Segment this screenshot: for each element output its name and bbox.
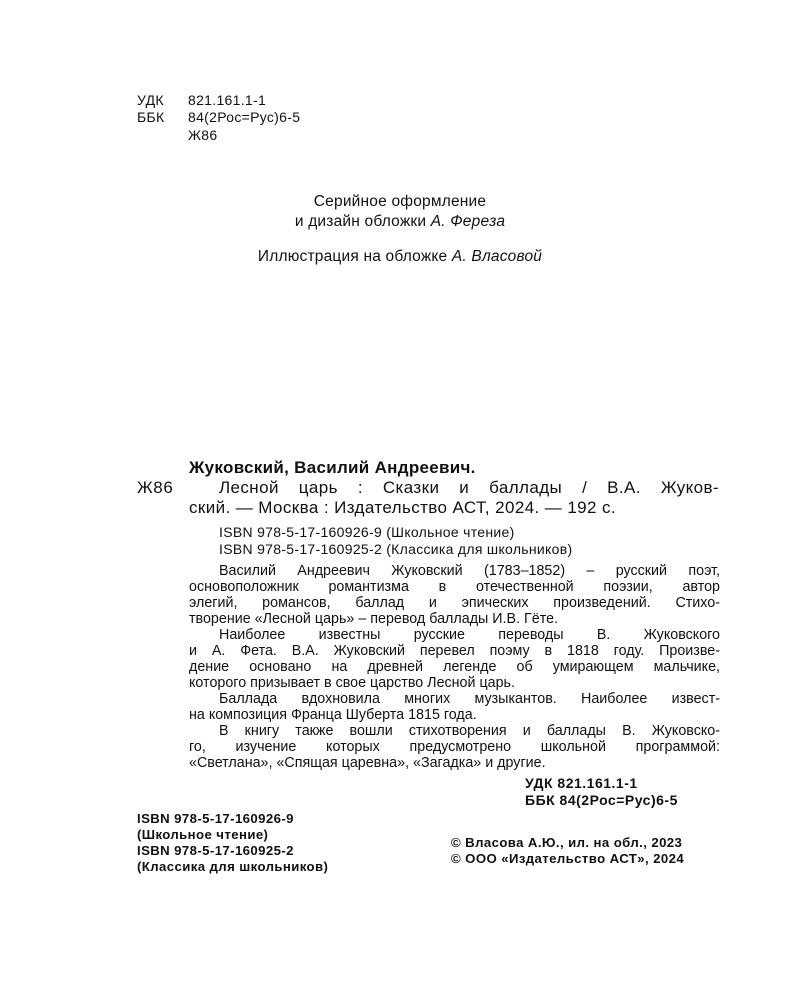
copyright-illustrator: © Власова А.Ю., ил. на обл., 2023 bbox=[451, 835, 683, 850]
catalog-title-line2: ский. — Москва : Издательство АСТ, 2024. — 192 с. bbox=[189, 498, 617, 517]
bottom-udk: УДК 821.161.1-1 bbox=[525, 775, 638, 791]
illustrator-name: А. Власовой bbox=[451, 248, 543, 265]
catalog-title-line1: Лесной царь : Сказки и баллады / В.А. Жуков- bbox=[219, 478, 719, 497]
annotation-line: «Светлана», «Спящая царевна», «Загадка» и другие. bbox=[189, 755, 546, 771]
udk-label: УДК bbox=[137, 92, 164, 108]
bottom-series-school-reading: (Школьное чтение) bbox=[137, 827, 269, 842]
series-design-credit-line1: Серийное оформление bbox=[313, 193, 487, 210]
catalog-author-heading: Жуковский, Василий Андреевич. bbox=[189, 458, 476, 477]
series-design-credit-line2 bbox=[0, 213, 800, 231]
illustration-credit bbox=[0, 248, 800, 266]
annotation-line: и А. Фета. В.А. Жуковский перевел поэму в 1818 году. Произве- bbox=[189, 643, 720, 659]
catalog-isbn-classics: ISBN 978-5-17-160925-2 (Классика для школьников) bbox=[219, 541, 573, 557]
catalog-isbn-school-reading: ISBN 978-5-17-160926-9 (Школьное чтение) bbox=[219, 524, 515, 540]
bottom-bbk: ББК 84(2Рос=Рус)6-5 bbox=[525, 792, 678, 808]
author-cutter-mark: Ж86 bbox=[188, 127, 218, 143]
annotation-line: основоположник романтизма в отечественной поэзии, автор bbox=[189, 579, 720, 595]
annotation-line: на композиция Франца Шуберта 1815 года. bbox=[189, 707, 477, 723]
annotation-line: Наиболее известны русские переводы В. Жуковского bbox=[219, 627, 720, 643]
annotation-line: творение «Лесной царь» – перевод баллады И.В. Гёте. bbox=[189, 611, 559, 627]
annotation-line: В книгу также вошли стихотворения и баллады В. Жуковско- bbox=[219, 723, 720, 739]
illustration-credit-prefix: Иллюстрация на обложке bbox=[257, 248, 452, 265]
annotation-line: элегий, романсов, баллад и эпических произведений. Стихо- bbox=[189, 595, 720, 611]
udk-value: 821.161.1-1 bbox=[188, 92, 267, 108]
bottom-isbn-school-reading: ISBN 978-5-17-160926-9 bbox=[137, 811, 294, 826]
annotation-line: которого призывает в свое царство Лесной царь. bbox=[189, 675, 515, 691]
copyright-publisher: © ООО «Издательство АСТ», 2024 bbox=[451, 851, 685, 866]
bbk-value: 84(2Рос=Рус)6-5 bbox=[188, 109, 301, 125]
bbk-label: ББК bbox=[137, 109, 165, 125]
cover-designer-name: А. Фереза bbox=[430, 213, 506, 230]
annotation-line: дение основано на древней легенде об умирающем мальчике, bbox=[189, 659, 720, 675]
annotation-line: го, изучение которых предусмотрено школьной программой: bbox=[189, 739, 720, 755]
catalog-cutter-mark: Ж86 bbox=[137, 478, 174, 497]
annotation-line: Баллада вдохновила многих музыкантов. Наиболее извест- bbox=[219, 691, 720, 707]
series-design-credit-prefix: и дизайн обложки bbox=[294, 213, 431, 230]
bottom-isbn-classics: ISBN 978-5-17-160925-2 bbox=[137, 843, 294, 858]
annotation-line: Василий Андреевич Жуковский (1783–1852) – русский поэт, bbox=[219, 563, 720, 579]
bottom-series-classics: (Классика для школьников) bbox=[137, 859, 329, 874]
